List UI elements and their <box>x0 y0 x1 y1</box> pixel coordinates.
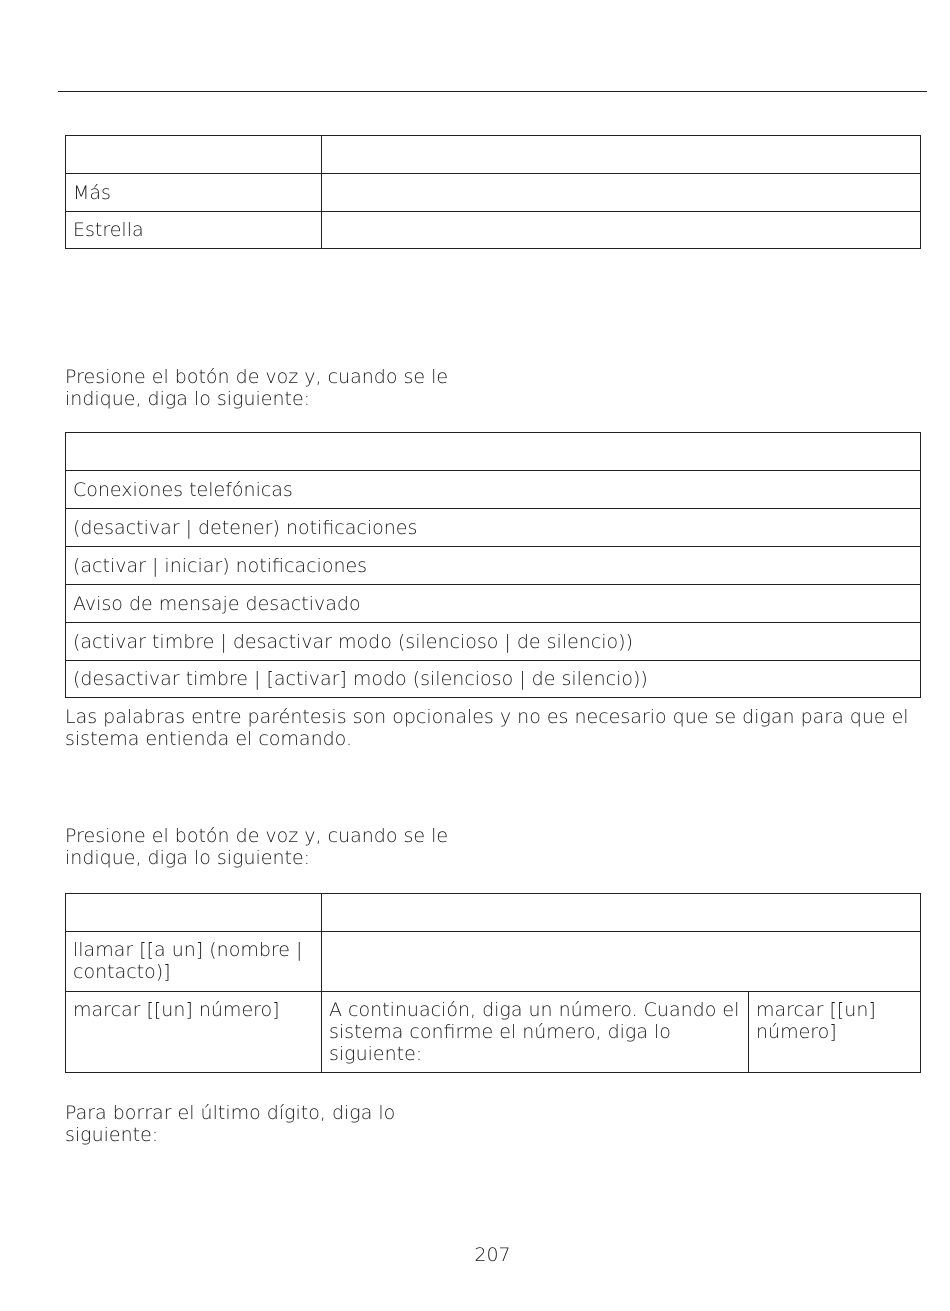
command-cell: Estrella <box>66 212 322 249</box>
command-cell: (activar | iniciar) notificaciones <box>66 547 921 585</box>
table-row <box>66 992 921 1073</box>
instruction-text: Presione el botón de voz y, cuando se le indique, diga lo siguiente: <box>65 366 449 410</box>
command-cell: (desactivar | detener) notificaciones <box>66 509 921 547</box>
table-header-row <box>66 894 921 932</box>
call-commands-table <box>65 893 921 1073</box>
response-cell: marcar [[un] número] <box>749 992 921 1073</box>
table-row <box>66 932 921 992</box>
description-cell: A continuación, diga un número. Cuando el sistema confirme el número, diga lo siguiente: <box>322 992 749 1073</box>
table-row <box>66 174 921 212</box>
command-cell: Conexiones telefónicas <box>66 471 921 509</box>
description-cell <box>322 932 921 992</box>
instruction-text: Presione el botón de voz y, cuando se le indique, diga lo siguiente: <box>65 825 449 869</box>
table-row <box>66 623 921 661</box>
description-cell <box>322 212 921 249</box>
command-cell: (activar timbre | desactivar modo (silencioso | de silencio)) <box>66 623 921 661</box>
instruction-text: Para borrar el último dígito, diga lo siguiente: <box>65 1102 396 1146</box>
command-cell: Aviso de mensaje desactivado <box>66 585 921 623</box>
table-header-row <box>66 136 921 174</box>
table-header-cell <box>66 433 921 471</box>
table-row <box>66 661 921 698</box>
note-text: Las palabras entre paréntesis son opcionales y no es necesario que se digan para que el sistema entienda el comando. <box>65 706 909 750</box>
table-row <box>66 212 921 249</box>
page-number: 207 <box>474 1244 511 1266</box>
table-row <box>66 585 921 623</box>
table-header-cell <box>66 136 322 174</box>
command-cell: (desactivar timbre | [activar] modo (silencioso | de silencio)) <box>66 661 921 698</box>
command-cell: marcar [[un] número] <box>66 992 322 1073</box>
keypad-commands-table <box>65 135 921 249</box>
table-header-row <box>66 433 921 471</box>
notification-commands-table <box>65 432 921 698</box>
header-rule <box>58 91 927 92</box>
table-row <box>66 547 921 585</box>
table-row <box>66 471 921 509</box>
table-header-cell <box>322 894 921 932</box>
command-cell: Más <box>66 174 322 212</box>
description-cell <box>322 174 921 212</box>
command-cell: llamar [[a un] (nombre | contacto)] <box>66 932 322 992</box>
table-header-cell <box>66 894 322 932</box>
table-row <box>66 509 921 547</box>
table-header-cell <box>322 136 921 174</box>
